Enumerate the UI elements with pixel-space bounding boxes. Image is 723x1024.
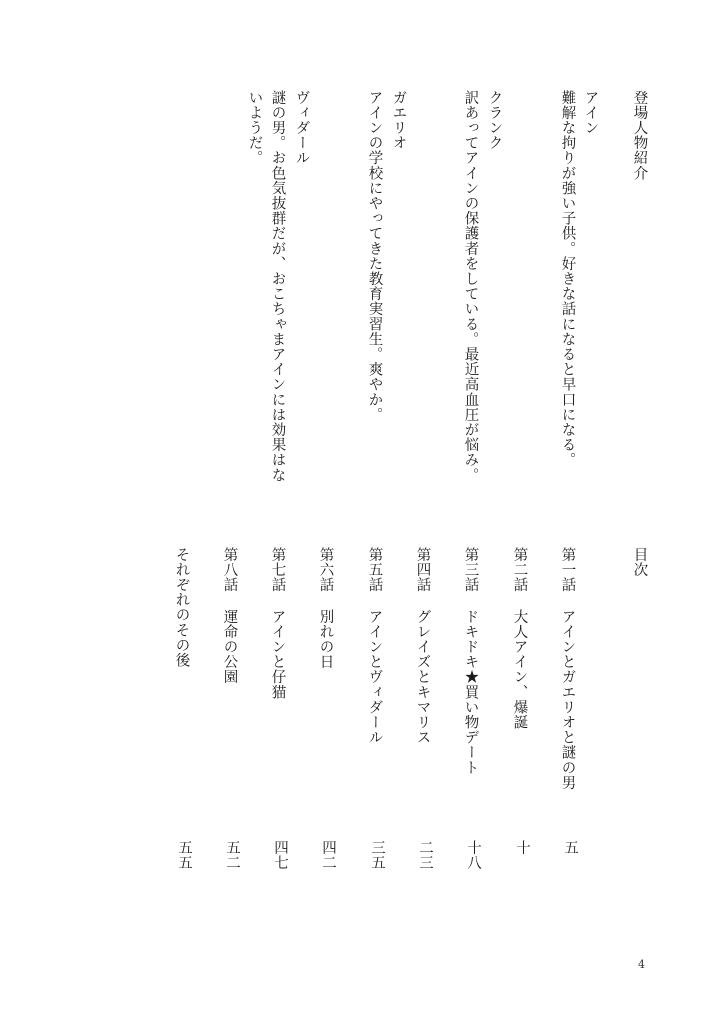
toc-chapter: 第七話 <box>269 547 286 593</box>
toc-page: 十 <box>514 840 530 856</box>
character-name-ain: アイン <box>582 90 599 136</box>
toc-page: 五五 <box>176 840 192 871</box>
page-number: 4 <box>638 958 645 971</box>
toc-page: 三五 <box>369 840 385 871</box>
toc-chapter: 第八話 <box>221 547 238 593</box>
toc-chapter: 第二話 <box>511 547 528 593</box>
toc-title: グレイズとキマリス <box>414 609 431 745</box>
toc-page: 十八 <box>465 840 481 871</box>
toc-title: 別れの日 <box>317 609 334 670</box>
toc-page: 五 <box>562 840 578 856</box>
toc-page: 四七 <box>272 840 288 871</box>
toc-title: 運命の公園 <box>221 609 238 685</box>
toc-title: アインとガエリオと謎の男 <box>559 609 576 791</box>
toc-title: アインとヴィダール <box>366 609 383 745</box>
character-name-crank: クランク <box>486 90 503 151</box>
toc-title: ドキドキ★買い物デート <box>462 609 479 776</box>
toc-title: アインと仔猫 <box>269 609 286 700</box>
toc-chapter: 第四話 <box>414 547 431 593</box>
toc-page: 四二 <box>320 840 336 871</box>
toc-title: 大人アイン、爆誕 <box>511 609 528 730</box>
characters-heading: 登場人物紹介 <box>631 90 648 181</box>
character-desc-vidar-line2: いようだ。 <box>246 90 263 166</box>
toc-title: それぞれのその後 <box>173 547 190 668</box>
character-name-gaelio: ガエリオ <box>390 90 407 151</box>
character-desc-crank: 訳あってアインの保護者をしている。最近高血圧が悩み。 <box>462 90 479 483</box>
toc-heading: 目次 <box>631 547 648 578</box>
toc-page: 二三 <box>417 840 433 871</box>
toc-chapter: 第三話 <box>462 547 479 593</box>
character-desc-vidar-line1: 謎の男。お色気抜群だが、おこちゃまアインには効果はな <box>269 90 286 483</box>
toc-page: 五二 <box>224 840 240 871</box>
character-desc-ain: 難解な拘りが強い子供。好きな話になると早口になる。 <box>559 90 576 468</box>
toc-chapter: 第六話 <box>317 547 334 593</box>
character-name-vidar: ヴィダール <box>293 90 310 166</box>
character-desc-gaelio: アインの学校にやってきた教育実習生。爽やか。 <box>366 90 383 423</box>
toc-chapter: 第一話 <box>559 547 576 593</box>
toc-chapter: 第五話 <box>366 547 383 593</box>
